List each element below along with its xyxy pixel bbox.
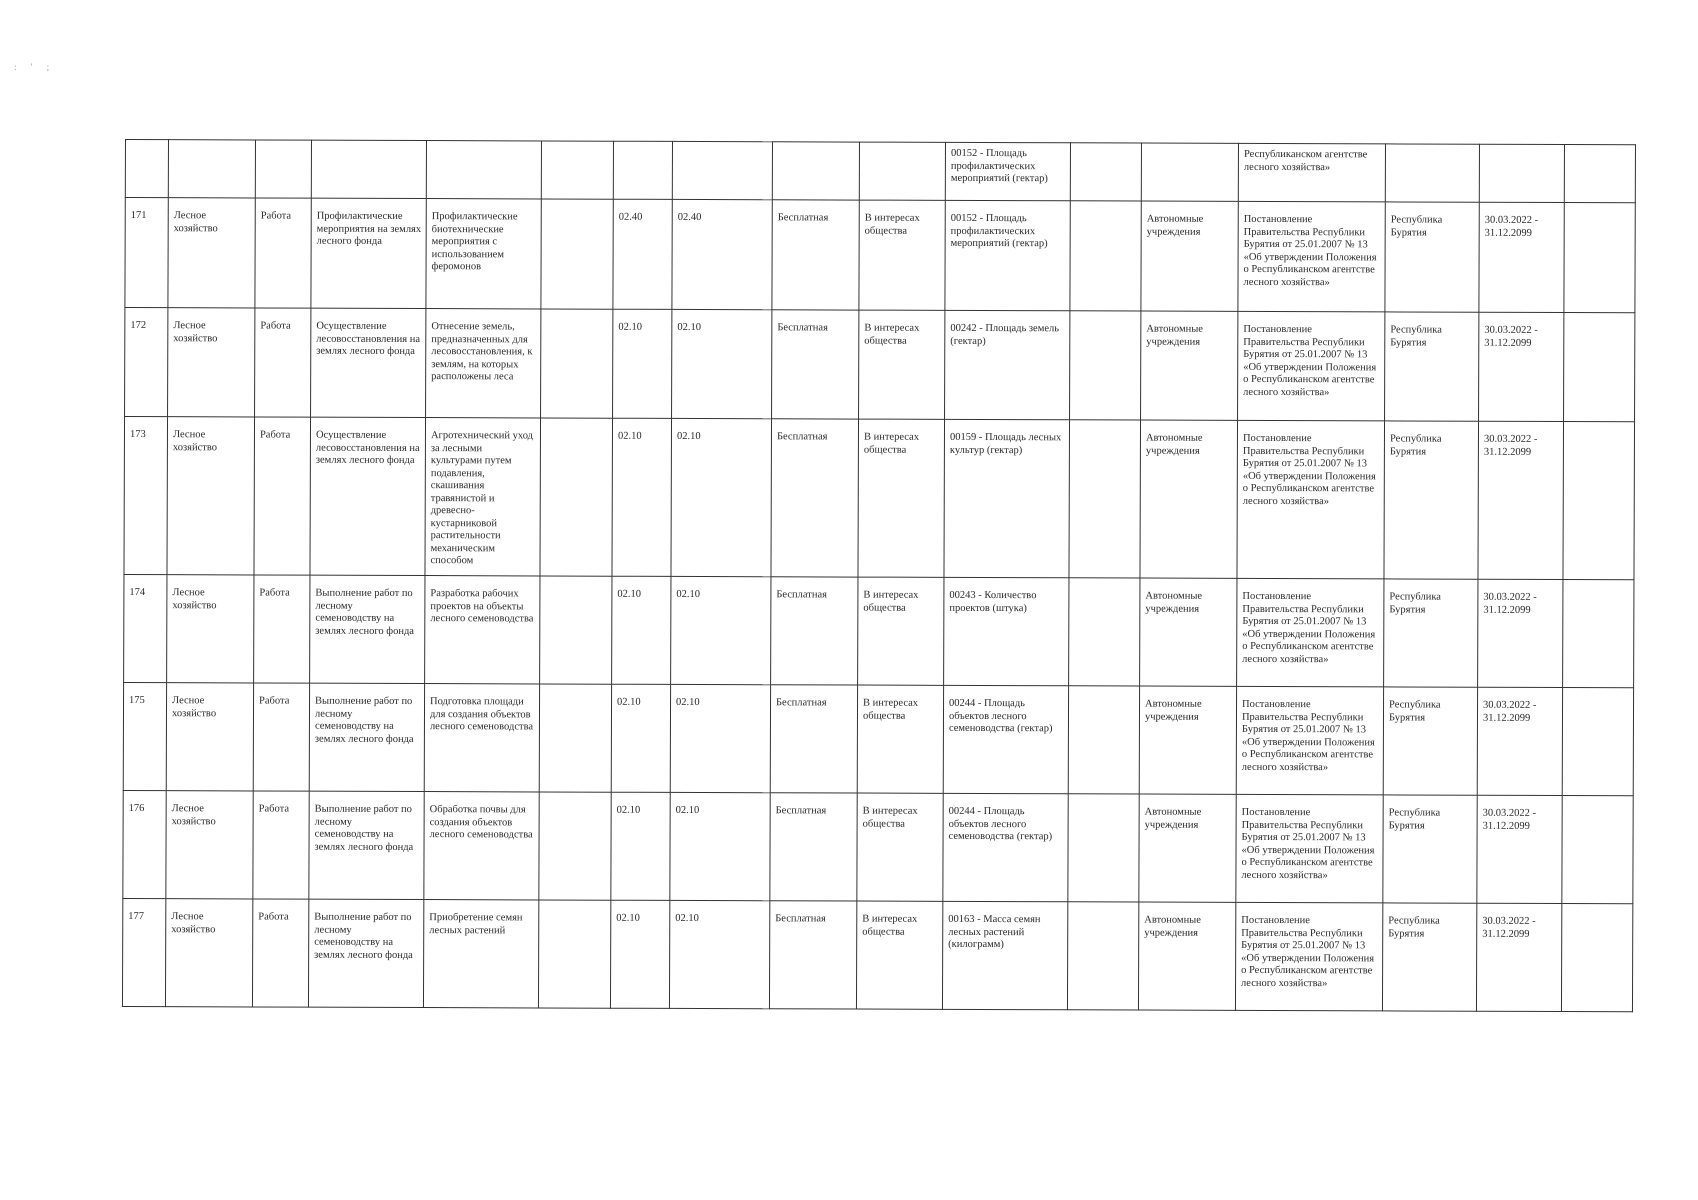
cell-institution: Автономные учреждения [1138, 902, 1235, 1010]
cell-basis: Республиканском агентстве лесного хозяйства» [1238, 143, 1385, 202]
cell-dates: 30.03.2022 - 31.12.2099 [1479, 312, 1564, 421]
cell-indicator: 00244 - Площадь объектов лесного семеноводства (гектар) [943, 685, 1068, 793]
cell-indicator: 00244 - Площадь объектов лесного семеноводства (гектар) [943, 793, 1068, 901]
cell-content: Профилактические биотехнические мероприятия с использованием феромонов [426, 199, 541, 309]
cell-num [125, 140, 168, 198]
cell-code1: 02.10 [613, 309, 672, 418]
cell-indicator: 00243 - Количество проектов (штука) [944, 577, 1069, 685]
cell-sector: Лесное хозяйство [168, 308, 255, 417]
cell-code1: 02.10 [611, 792, 670, 900]
cell-content: Разработка рабочих проектов на объекты лесного семеноводства [425, 576, 540, 684]
cell-kind: Работа [252, 899, 308, 1007]
cell-region: Республика Бурятия [1385, 202, 1479, 312]
cell-consumer: В интересах общества [859, 200, 945, 310]
cell-name: Выполнение работ по лесному семеноводству на землях лесного фонда [309, 683, 424, 791]
cell-kind: Работа [253, 791, 309, 899]
cell-kind: Работа [254, 575, 310, 683]
cell-empty [1563, 422, 1635, 580]
cell-institution [1141, 143, 1238, 201]
cell-consumer: В интересах общества [857, 793, 943, 901]
cell-num: 175 [123, 682, 166, 790]
cell-empty [540, 576, 612, 684]
cell-empty [541, 199, 613, 309]
cell-empty [539, 684, 611, 792]
cell-name: Выполнение работ по лесному семеноводству на землях лесного фонда [310, 575, 425, 683]
cell-code1: 02.10 [612, 418, 672, 576]
cell-fee: Бесплатная [770, 793, 857, 901]
cell-region [1385, 144, 1479, 202]
cell-basis: Постановление Правительства Республики Бурятия от 25.01.2007 № 13 «Об утверждении Положения о Республиканском агентстве лесного хозяйства» [1238, 201, 1385, 312]
cell-content: Подготовка площади для создания объектов лесного семеноводства [424, 684, 539, 792]
cell-empty [1562, 688, 1633, 796]
cell-region: Республика Бурятия [1384, 421, 1479, 579]
cell-dates: 30.03.2022 - 31.12.2099 [1477, 795, 1562, 903]
cell-kind: Работа [255, 308, 311, 417]
cell-basis: Постановление Правительства Республики Бурятия от 25.01.2007 № 13 «Об утверждении Положения о Республиканском агентстве лесного хозяйства» [1236, 686, 1383, 795]
cell-fee [772, 142, 859, 200]
cell-content: Отнесение земель, предназначенных для лесовосстановления, к землям, на которых расположены леса [426, 309, 541, 418]
cell-code2 [672, 141, 772, 199]
cell-code2: 02.10 [671, 576, 771, 684]
cell-fee: Бесплатная [769, 901, 856, 1009]
cell-code1: 02.40 [613, 199, 672, 309]
cell-basis: Постановление Правительства Республики Бурятия от 25.01.2007 № 13 «Об утверждении Положения о Республиканском агентстве лесного хозяйства» [1236, 794, 1383, 903]
table-row [125, 198, 1635, 313]
scan-artifact: : ' ; [14, 62, 56, 72]
cell-dates: 30.03.2022 - 31.12.2099 [1477, 687, 1562, 795]
cell-empty [540, 418, 613, 576]
cell-num: 171 [125, 198, 168, 308]
cell-fee: Бесплатная [772, 310, 859, 419]
cell-basis: Постановление Правительства Республики Бурятия от 25.01.2007 № 13 «Об утверждении Положения о Республиканском агентстве лесного хозяйства» [1238, 311, 1385, 421]
cell-basis: Постановление Правительства Республики Бурятия от 25.01.2007 № 13 «Об утверждении Положения о Республиканском агентстве лесного хозяйства» [1237, 420, 1385, 579]
cell-name: Осуществление лесовосстановления на землях лесного фонда [310, 417, 426, 575]
cell-institution: Автономные учреждения [1139, 686, 1236, 794]
cell-name: Выполнение работ по лесному семеноводству на землях лесного фонда [308, 899, 423, 1007]
cell-institution: Автономные учреждения [1141, 311, 1238, 420]
cell-empty [1564, 313, 1635, 422]
cell-content: Агротехнический уход за лесными культурами путем подавления, скашивания травянистой и древесно-кустарниковой растительности механическим способом [425, 418, 541, 576]
cell-content: Обработка почвы для создания объектов лесного семеноводства [424, 792, 539, 900]
cell-num: 173 [124, 417, 168, 575]
cell-dates [1479, 144, 1564, 202]
cell-code2: 02.10 [670, 684, 770, 792]
cell-sector: Лесное хозяйство [166, 791, 253, 899]
cell-fee: Бесплатная [771, 577, 858, 685]
cell-empty [1562, 796, 1633, 904]
cell-empty [1070, 201, 1141, 311]
cell-empty [1068, 794, 1139, 902]
cell-region: Республика Бурятия [1383, 687, 1477, 795]
table-row [123, 682, 1633, 795]
cell-consumer: В интересах общества [858, 419, 945, 577]
cell-code2: 02.10 [670, 792, 770, 900]
cell-institution: Автономные учреждения [1141, 201, 1238, 311]
cell-kind: Работа [253, 683, 309, 791]
cell-fee: Бесплатная [771, 419, 859, 577]
cell-institution: Автономные учреждения [1140, 578, 1237, 686]
cell-code1: 02.10 [610, 900, 669, 1008]
cell-indicator: 00163 - Масса семян лесных растений (килограмм) [942, 901, 1067, 1009]
cell-consumer: В интересах общества [857, 685, 943, 793]
cell-region: Республика Бурятия [1382, 903, 1476, 1011]
cell-code2: 02.10 [671, 418, 772, 576]
cell-num: 174 [124, 574, 167, 682]
cell-kind: Работа [255, 198, 311, 308]
cell-indicator: 00159 - Площадь лесных культур (гектар) [944, 419, 1070, 577]
cell-empty [539, 792, 611, 900]
cell-institution: Автономные учреждения [1140, 420, 1238, 578]
cell-code1 [613, 141, 672, 199]
cell-empty [1070, 311, 1141, 420]
table-row [124, 417, 1635, 580]
cell-kind [255, 140, 311, 198]
cell-consumer: В интересах общества [856, 901, 942, 1009]
cell-content [426, 141, 541, 199]
cell-dates: 30.03.2022 - 31.12.2099 [1478, 579, 1563, 687]
registry-table [122, 139, 1636, 1012]
cell-dates: 30.03.2022 - 31.12.2099 [1479, 202, 1564, 312]
cell-empty [1069, 420, 1141, 578]
cell-sector: Лесное хозяйство [167, 417, 255, 575]
cell-sector: Лесное хозяйство [166, 683, 253, 791]
cell-institution: Автономные учреждения [1139, 794, 1236, 902]
cell-empty [1069, 578, 1140, 686]
cell-consumer: В интересах общества [859, 310, 945, 419]
cell-empty [541, 141, 613, 199]
cell-num: 172 [125, 308, 168, 417]
cell-empty [1564, 145, 1635, 203]
cell-num: 177 [122, 898, 165, 1006]
cell-fee: Бесплатная [770, 685, 857, 793]
continuation-row [125, 140, 1635, 203]
cell-fee: Бесплатная [772, 200, 859, 310]
cell-code2: 02.10 [672, 309, 772, 418]
cell-consumer [859, 142, 945, 200]
cell-indicator: 00242 - Площадь земель (гектар) [945, 310, 1070, 419]
cell-consumer: В интересах общества [858, 577, 944, 685]
cell-empty [1564, 203, 1635, 313]
cell-empty [1070, 143, 1141, 201]
cell-code1: 02.10 [612, 576, 671, 684]
table-row [124, 574, 1634, 687]
cell-indicator: 00152 - Площадь профилактических мероприятий (гектар) [945, 142, 1070, 200]
cell-basis: Постановление Правительства Республики Бурятия от 25.01.2007 № 13 «Об утверждении Положения о Республиканском агентстве лесного хозяйства» [1235, 902, 1382, 1011]
cell-sector: Лесное хозяйство [168, 198, 255, 308]
cell-sector: Лесное хозяйство [167, 575, 254, 683]
table-row [122, 898, 1632, 1011]
cell-name [311, 140, 426, 198]
cell-num: 176 [123, 790, 166, 898]
cell-name: Осуществление лесовосстановления на землях лесного фонда [311, 308, 426, 417]
table-row [123, 790, 1633, 903]
cell-code2: 02.10 [669, 900, 769, 1008]
cell-sector [168, 140, 255, 198]
cell-code1: 02.10 [611, 684, 670, 792]
cell-sector: Лесное хозяйство [165, 899, 252, 1007]
cell-region: Республика Бурятия [1385, 312, 1479, 421]
table-row [125, 308, 1635, 422]
cell-dates: 30.03.2022 - 31.12.2099 [1478, 421, 1564, 579]
cell-empty [541, 309, 613, 418]
cell-empty [538, 900, 610, 1008]
cell-indicator: 00152 - Площадь профилактических мероприятий (гектар) [945, 200, 1070, 310]
cell-empty [1068, 686, 1139, 794]
cell-code2: 02.40 [672, 199, 772, 309]
cell-content: Приобретение семян лесных растений [423, 900, 538, 1008]
cell-name: Выполнение работ по лесному семеноводству на землях лесного фонда [309, 791, 424, 899]
cell-empty [1561, 904, 1632, 1012]
cell-basis: Постановление Правительства Республики Бурятия от 25.01.2007 № 13 «Об утверждении Положения о Республиканском агентстве лесного хозяйства» [1237, 578, 1384, 687]
cell-empty [1067, 902, 1138, 1010]
cell-kind: Работа [254, 417, 311, 575]
cell-dates: 30.03.2022 - 31.12.2099 [1476, 903, 1561, 1011]
cell-region: Республика Бурятия [1383, 795, 1477, 903]
cell-empty [1563, 580, 1634, 688]
cell-region: Республика Бурятия [1384, 579, 1478, 687]
cell-name: Профилактические мероприятия на землях лесного фонда [311, 198, 426, 308]
